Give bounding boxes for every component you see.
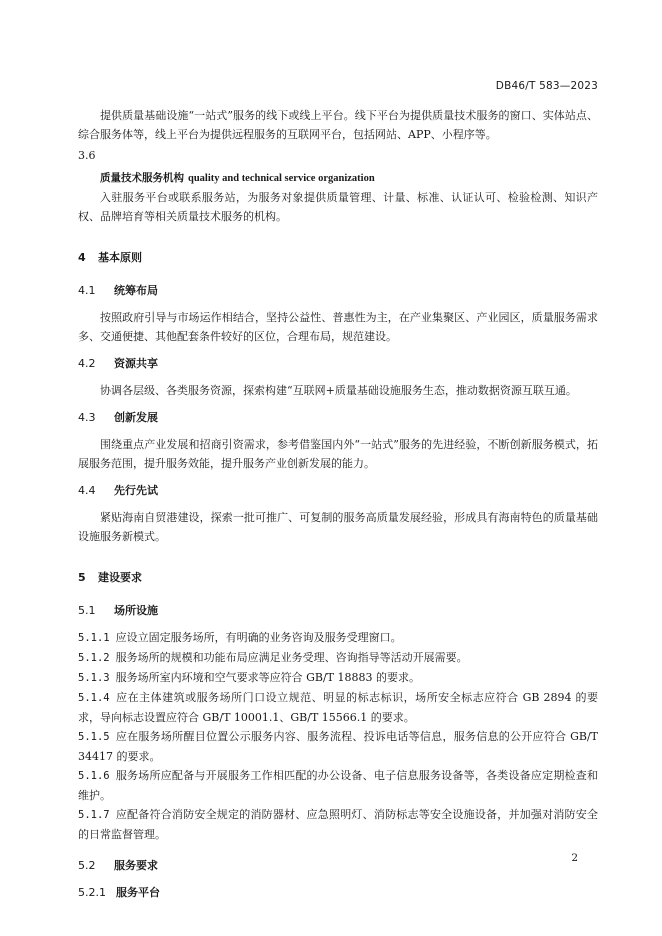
subsection-number: 4.3 <box>78 411 96 424</box>
subsection-title: 服务要求 <box>114 859 158 872</box>
term-definition: 入驻服务平台或联系服务站，为服务对象提供质量管理、计量、标准、认证认可、检验检测、知识产权、品牌培育等相关质量技术服务的机构。 <box>78 191 598 223</box>
subsection-heading-4-1 <box>78 281 598 300</box>
subsection-heading-4-3 <box>78 408 598 427</box>
subsection-text-4-4: 紧贴海南自贸港建设，探索一批可推广、可复制的服务高质量发展经验，形成具有海南特色的质量基础设施服务新模式。 <box>78 511 598 543</box>
requirement-item <box>78 668 598 688</box>
requirement-item <box>78 805 598 844</box>
item-text: 应在服务场所醒目位置公示服务内容、服务流程、投诉电话等信息，服务信息的公开应符合 GB/T 34417 的要求。 <box>78 730 598 763</box>
subsection-text-4-1: 按照政府引导与市场运作相结合，坚持公益性、普惠性为主，在产业集聚区、产业园区，质量服务需求多、交通便捷、其他配套条件较好的区位，合理布局，规范建设。 <box>78 311 598 343</box>
item-number: 5.1.7 <box>78 809 110 821</box>
item-text: 应设立固定服务场所，有明确的业务咨询及服务受理窗口。 <box>115 631 402 644</box>
requirement-item <box>78 727 598 766</box>
requirement-item <box>78 688 598 727</box>
term-title-en: quality and technical service organization <box>188 173 375 184</box>
subsubsection-heading-5-2-1 <box>78 883 598 902</box>
subsection-title: 资源共享 <box>114 357 158 370</box>
subsection-title: 创新发展 <box>114 411 158 424</box>
requirement-item <box>78 628 598 648</box>
section-heading-5 <box>78 568 598 587</box>
term-title-zh: 质量技术服务机构 <box>100 172 184 184</box>
item-text: 服务场所室内环境和空气要求等应符合 GB/T 18883 的要求。 <box>115 671 421 684</box>
item-number: 5.1.4 <box>78 692 110 704</box>
subsubsection-title: 服务平台 <box>116 886 160 899</box>
page-content <box>78 106 598 902</box>
requirement-item <box>78 766 598 805</box>
subsection-title: 统筹布局 <box>114 284 158 297</box>
subsection-title: 场所设施 <box>114 604 158 617</box>
item-number: 5.1.1 <box>78 632 110 644</box>
item-text: 服务场所的规模和功能布局应满足业务受理、咨询指导等活动开展需要。 <box>115 651 468 664</box>
term-number: 3.6 <box>78 149 96 162</box>
term-title <box>78 169 598 188</box>
item-number: 5.1.3 <box>78 672 110 684</box>
item-number: 5.1.6 <box>78 770 110 782</box>
subsection-heading-5-2 <box>78 856 598 875</box>
document-code: DB46/T 583—2023 <box>495 80 598 92</box>
subsection-number: 5.2 <box>78 859 96 872</box>
subsubsection-number: 5.2.1 <box>78 886 106 899</box>
subsection-heading-4-4 <box>78 481 598 500</box>
requirement-item <box>78 648 598 668</box>
item-text: 服务场所应配备与开展服务工作相匹配的办公设备、电子信息服务设备等，各类设备应定期检查和维护。 <box>78 769 598 802</box>
subsection-number: 5.1 <box>78 604 96 617</box>
subsection-number: 4.2 <box>78 357 96 370</box>
subsection-heading-5-1 <box>78 601 598 620</box>
item-text: 应在主体建筑或服务场所门口设立规范、明显的标志标识，场所安全标志应符合 GB 2894 的要求，导向标志设置应符合 GB/T 10001.1、GB/T 15566.1 的要求。 <box>78 691 598 724</box>
subsection-number: 4.4 <box>78 484 96 497</box>
term-continuation-text: 提供质量基础设施“一站式”服务的线下或线上平台。线下平台为提供质量技术服务的窗口、实体站点、综合服务体等，线上平台为提供远程服务的互联网平台，包括网站、APP、小程序等。 <box>78 109 598 141</box>
subsection-text-4-3: 围绕重点产业发展和招商引资需求，参考借鉴国内外“一站式”服务的先进经验，不断创新服务模式，拓展服务范围，提升服务效能，提升服务产业创新发展的能力。 <box>78 438 598 470</box>
page-number: 2 <box>571 852 578 864</box>
item-text: 应配备符合消防安全规定的消防器材、应急照明灯、消防标志等安全设施设备，并加强对消防安全的日常监督管理。 <box>78 808 598 841</box>
subsection-title: 先行先试 <box>114 484 158 497</box>
item-number: 5.1.5 <box>78 731 110 743</box>
section-heading-4 <box>78 248 598 267</box>
item-number: 5.1.2 <box>78 652 110 664</box>
subsection-heading-4-2 <box>78 354 598 373</box>
section-title: 建设要求 <box>98 571 142 584</box>
subsection-number: 4.1 <box>78 284 96 297</box>
section-number: 4 <box>78 251 86 264</box>
section-title: 基本原则 <box>98 251 142 264</box>
subsection-text-4-2: 协调各层级、各类服务资源，探索构建“互联网+质量基础设施服务生态，推动数据资源互联互通。 <box>100 384 577 397</box>
requirement-list <box>78 628 598 844</box>
section-number: 5 <box>78 571 86 584</box>
